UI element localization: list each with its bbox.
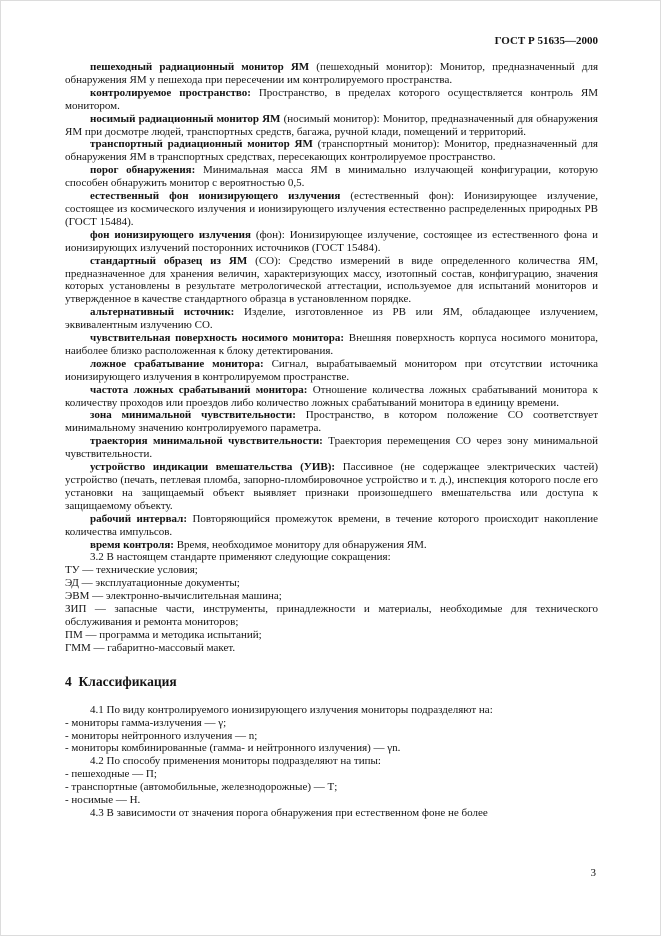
abbreviation-item: ПМ — программа и методика испытаний; xyxy=(65,628,262,641)
term-name: альтернативный источник: xyxy=(90,306,235,319)
term-name: пешеходный радиационный монитор ЯМ xyxy=(90,61,310,73)
term-definition xyxy=(65,461,598,513)
term-name: время контроля: xyxy=(90,538,174,551)
clause-4-2: 4.2 По способу применения мониторы подразделяют на типы: xyxy=(90,755,381,768)
classification-item: - мониторы комбинированные (гамма- и нейтронного излучения) — γn. xyxy=(65,742,401,755)
term-name: частота ложных срабатываний монитора: xyxy=(90,383,308,396)
term-text: Сигнал, вырабатываемый монитором при отсутствии источника ионизирующего излучения в контролируемом пространстве. xyxy=(65,357,598,383)
term-name: фон ионизирующего излучения xyxy=(90,228,251,241)
term-name: стандартный образец из ЯМ xyxy=(90,254,248,267)
abbreviations-intro: 3.2 В настоящем стандарте применяют следующие сокращения: xyxy=(90,551,391,564)
term-text: Внешняя поверхность корпуса носимого монитора, наиболее близко расположенная к блоку детектирования. xyxy=(65,332,598,357)
term-name: носимый радиационный монитор ЯМ xyxy=(90,112,281,125)
term-text: Траектория перемещения СО через зону минимальной чувствительности. xyxy=(65,435,598,461)
classification-item: - пешеходные — П; xyxy=(65,768,157,781)
term-text: (СО): Средство измерений в виде определенного количества ЯМ, предназначенное для хранения величин, характеризующих массу, изотопный состав, конфигурацию, значения которых установлены в результате метрологической аттестации, используемое для испытаний мониторов и утвержденное в качестве стандартного образца в установленном порядке. xyxy=(65,254,598,306)
term-text: Изделие, изготовленное из РВ или ЯМ, обладающее излучением, эквивалентным излучению СО. xyxy=(65,306,598,332)
term-text: (фон): Ионизирующее излучение, состоящее из естественного фона и ионизирующих излучений посторонних источников (ГОСТ 15484). xyxy=(65,228,598,254)
term-name: устройство индикации вмешательства (УИВ): xyxy=(90,461,336,474)
term-name: транспортный радиационный монитор ЯМ xyxy=(90,138,313,151)
term-definition xyxy=(65,409,598,435)
term-definition xyxy=(65,384,598,410)
term-text: (естественный фон): Ионизирующее излучение, состоящее из космического излучения и ионизирующего излучения естественно распределенных природных РВ (ГОСТ 15484). xyxy=(65,190,598,228)
clause-4-1: 4.1 По виду контролируемого ионизирующего излучения мониторы подразделяют на: xyxy=(90,703,493,716)
term-definition xyxy=(65,229,598,255)
term-definition xyxy=(65,113,598,139)
term-text: Повторяющийся промежуток времени, в течение которого происходит накопление количества импульсов. xyxy=(65,512,598,538)
term-definition xyxy=(65,164,598,190)
section-heading-classification: 4 Классификация xyxy=(65,673,177,689)
term-definition xyxy=(65,513,598,539)
term-text: (транспортный монитор): Монитор, предназначенный для обнаружения ЯМ в транспортных средствах, пересекающих контролируемое пространство. xyxy=(65,138,598,164)
term-name: порог обнаружения: xyxy=(90,164,196,177)
term-name: естественный фон ионизирующего излучения xyxy=(90,190,341,203)
abbreviation-item: ЭВМ — электронно-вычислительная машина; xyxy=(65,590,282,603)
term-definition xyxy=(65,255,598,307)
classification-item: - мониторы нейтронного излучения — n; xyxy=(65,729,258,742)
term-definition xyxy=(65,138,598,164)
term-text: (носимый монитор): Монитор, предназначенный для обнаружения ЯМ при досмотре людей, транспортных средств, багажа, ручной клади, помещений и территорий. xyxy=(65,112,598,138)
clause-4-3: 4.3 В зависимости от значения порога обнаружения при естественном фоне не более xyxy=(90,806,488,819)
term-text: Минимальная масса ЯМ в минимально излучающей конфигурации, которую способен обнаружить монитор с вероятностью 0,5. xyxy=(65,164,598,190)
term-text: (пешеходный монитор): Монитор, предназначенный для обнаружения ЯМ у пешехода при пересечении им контролируемого пространства. xyxy=(65,61,598,86)
abbreviation-item: ТУ — технические условия; xyxy=(65,564,198,577)
doc-number: ГОСТ Р 51635—2000 xyxy=(494,35,598,47)
term-definition xyxy=(65,539,598,552)
term-definition xyxy=(65,435,598,461)
classification-item: - мониторы гамма-излучения — γ; xyxy=(65,716,227,729)
term-name: контролируемое пространство: xyxy=(90,86,251,99)
term-name: чувствительная поверхность носимого монитора: xyxy=(90,332,345,345)
term-text: Отношение количества ложных срабатываний монитора к количеству проходов или проездов либо количество ложных срабатываний монитора в единицу времени. xyxy=(65,383,598,409)
term-text: Пространство, в пределах которого осуществляется контроль ЯМ монитором. xyxy=(65,86,598,112)
classification-item: - носимые — Н. xyxy=(65,794,141,807)
term-name: ложное срабатывание монитора: xyxy=(90,357,264,370)
term-definition xyxy=(65,61,598,87)
term-definition xyxy=(65,358,598,384)
abbreviation-item: ГММ — габаритно-массовый макет. xyxy=(65,641,236,654)
term-definition xyxy=(65,87,598,113)
term-definition xyxy=(65,332,598,358)
page-number: 3 xyxy=(590,867,596,879)
term-name: траектория минимальной чувствительности: xyxy=(90,435,323,448)
term-text: Время, необходимое монитору для обнаружения ЯМ. xyxy=(173,538,427,551)
document-content xyxy=(65,61,598,820)
term-name: зона минимальной чувствительности: xyxy=(90,409,296,422)
term-text: Пространство, в котором положение СО соответствует минимальному значению контролируемого параметра. xyxy=(65,409,598,435)
document-footer xyxy=(591,867,597,879)
abbreviation-item: ЗИП — запасные части, инструменты, принадлежности и материалы, необходимые для технического обслуживания и ремонта мониторов; xyxy=(65,603,598,628)
term-definition xyxy=(65,306,598,332)
classification-item: - транспортные (автомобильные, железнодорожные) — Т; xyxy=(65,781,338,794)
document-header xyxy=(65,35,598,47)
abbreviation-item: ЭД — эксплуатационные документы; xyxy=(65,577,240,590)
term-text: Пассивное (не содержащее электрических частей) устройство (печать, петлевая пломба, запорно-пломбировочное устройство и т. д.), инспекция которого после его установки на защищаемый объект выявляет признаки произошедшего вмешательства или доступа к защищаемому объекту. xyxy=(65,461,598,512)
term-name: рабочий интервал: xyxy=(90,512,187,525)
term-definition xyxy=(65,190,598,229)
